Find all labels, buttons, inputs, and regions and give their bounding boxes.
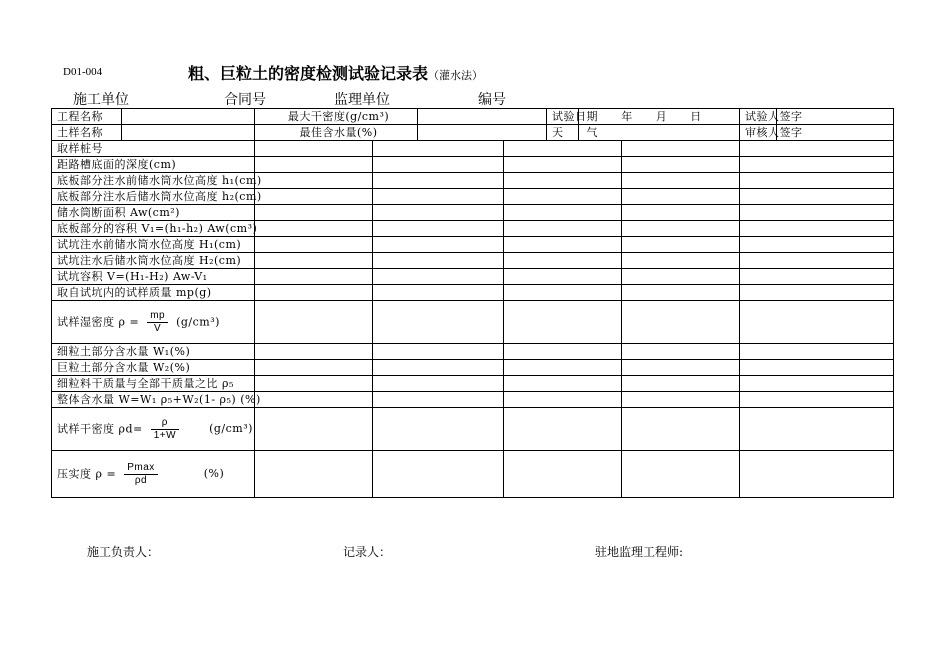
dry-density-text: 试样干密度 ρd=: [57, 422, 143, 435]
cell[interactable]: [740, 285, 894, 301]
row-label: 细粒土部分含水量 W₁(%): [52, 344, 255, 360]
cell[interactable]: [622, 173, 740, 189]
cell[interactable]: [740, 408, 894, 451]
cell[interactable]: [622, 451, 740, 498]
max-dry-density-value[interactable]: [418, 109, 547, 125]
cell[interactable]: [622, 301, 740, 344]
cell[interactable]: [255, 360, 373, 376]
cell[interactable]: [740, 253, 894, 269]
cell[interactable]: [622, 360, 740, 376]
construction-lead-sign: 施工负责人：: [87, 545, 160, 559]
cell[interactable]: [504, 237, 622, 253]
data-row: [52, 253, 894, 269]
info-row-1: [52, 109, 894, 125]
cell[interactable]: [255, 253, 373, 269]
cell[interactable]: [373, 253, 504, 269]
cell[interactable]: [504, 360, 622, 376]
cell[interactable]: [740, 189, 894, 205]
cell[interactable]: [622, 392, 740, 408]
cell[interactable]: [622, 221, 740, 237]
wet-density-fraction: [147, 310, 168, 335]
cell[interactable]: [622, 237, 740, 253]
cell[interactable]: [255, 237, 373, 253]
title-method: （灌水法）: [428, 69, 484, 82]
optimum-moisture-label: 最佳含水量(%): [255, 125, 418, 141]
data-row: [52, 221, 894, 237]
serial-no-blank[interactable]: [506, 94, 566, 109]
dry-density-fraction: [151, 417, 179, 442]
data-row: [52, 189, 894, 205]
cell[interactable]: [373, 237, 504, 253]
row-label: 距路槽底面的深度(cm): [52, 157, 255, 173]
cell[interactable]: [740, 376, 894, 392]
row-label: 巨粒土部分含水量 W₂(%): [52, 360, 255, 376]
cell[interactable]: [255, 269, 373, 285]
cell[interactable]: [504, 189, 622, 205]
dry-density-label: [52, 408, 255, 451]
data-row: [52, 237, 894, 253]
site-engineer-sign: 驻地监理工程师:: [595, 545, 684, 559]
cell[interactable]: [740, 392, 894, 408]
cell[interactable]: [504, 392, 622, 408]
row-label: 试坑容积 V=(H₁-H₂) Aw-V₁: [52, 269, 255, 285]
cell[interactable]: [373, 221, 504, 237]
cell[interactable]: [740, 157, 894, 173]
row-label: 底板部分注水后储水筒水位高度 h₂(cm): [52, 189, 255, 205]
record-table: [51, 108, 894, 498]
cell[interactable]: [740, 173, 894, 189]
cell[interactable]: [740, 141, 894, 157]
row-label: 底板部分注水前储水筒水位高度 h₁(cm): [52, 173, 255, 189]
wet-density-text: 试样湿密度 ρ =: [57, 315, 140, 328]
project-name-label: 工程名称: [52, 109, 122, 125]
project-name-value[interactable]: [122, 109, 255, 125]
cell[interactable]: [373, 344, 504, 360]
supervision-unit-label: 监理单位: [334, 92, 390, 108]
data-row: [52, 269, 894, 285]
cell[interactable]: [255, 301, 373, 344]
row-label: 底板部分的容积 V₁=(h₁-h₂) Aw(cm³): [52, 221, 255, 237]
cell[interactable]: [373, 189, 504, 205]
construction-unit-blank[interactable]: [129, 94, 215, 109]
fraction-denominator: ρd: [134, 474, 148, 486]
cell[interactable]: [373, 451, 504, 498]
fraction-numerator: ρ: [151, 417, 179, 430]
tester-sign-label: 试验人签字: [740, 109, 777, 125]
data-row: [52, 360, 894, 376]
compaction-fraction: [124, 462, 158, 487]
reviewer-sign-label: 审核人签字: [740, 125, 777, 141]
construction-unit-field: [73, 89, 215, 109]
cell[interactable]: [255, 189, 373, 205]
cell[interactable]: [373, 269, 504, 285]
serial-no-field: [478, 89, 566, 109]
wet-density-unit: (g/cm³): [176, 315, 220, 328]
cell[interactable]: [373, 392, 504, 408]
cell[interactable]: [740, 360, 894, 376]
weather-value[interactable]: [579, 125, 740, 141]
cell[interactable]: [504, 253, 622, 269]
cell[interactable]: [622, 269, 740, 285]
cell[interactable]: [504, 173, 622, 189]
data-row: [52, 141, 894, 157]
cell[interactable]: [740, 344, 894, 360]
cell[interactable]: [622, 141, 740, 157]
cell[interactable]: [255, 173, 373, 189]
cell[interactable]: [622, 253, 740, 269]
compaction-label: [52, 451, 255, 498]
cell[interactable]: [740, 221, 894, 237]
cell[interactable]: [740, 451, 894, 498]
supervision-unit-blank[interactable]: [390, 94, 470, 109]
cell[interactable]: [504, 301, 622, 344]
fraction-denominator: 1+W: [153, 429, 177, 441]
cell[interactable]: [622, 285, 740, 301]
cell[interactable]: [255, 141, 373, 157]
cell[interactable]: [740, 269, 894, 285]
data-row: [52, 376, 894, 392]
cell[interactable]: [255, 376, 373, 392]
cell[interactable]: [373, 285, 504, 301]
form-title: [188, 61, 483, 84]
cell[interactable]: [504, 205, 622, 221]
soil-name-value[interactable]: [122, 125, 255, 141]
max-dry-density-label: 最大干密度(g/cm³): [255, 109, 418, 125]
wet-density-label: [52, 301, 255, 344]
data-row: [52, 157, 894, 173]
data-row: [52, 392, 894, 408]
serial-no-label: 编号: [478, 92, 506, 108]
fraction-numerator: mp: [147, 310, 168, 323]
cell[interactable]: [622, 189, 740, 205]
cell[interactable]: [740, 205, 894, 221]
wet-density-row: [52, 301, 894, 344]
cell[interactable]: [740, 301, 894, 344]
form-code: D01-004: [63, 66, 103, 78]
cell[interactable]: [255, 344, 373, 360]
cell[interactable]: [373, 157, 504, 173]
test-date-label: 试验日期: [547, 109, 579, 125]
title-text: 粗、巨粒土的密度检测试验记录表: [188, 64, 429, 83]
cell[interactable]: [504, 451, 622, 498]
cell[interactable]: [255, 205, 373, 221]
row-label: 整体含水量 W=W₁ ρ₅+W₂(1- ρ₅) (%): [52, 392, 255, 408]
contract-no-label: 合同号: [224, 92, 266, 108]
cell[interactable]: [622, 408, 740, 451]
cell[interactable]: [740, 237, 894, 253]
weather-label: 天 气: [547, 125, 579, 141]
dry-density-unit: (g/cm³): [209, 422, 253, 435]
data-row: [52, 344, 894, 360]
row-label: 试坑注水前储水筒水位高度 H₁(cm): [52, 237, 255, 253]
fraction-denominator: V: [154, 322, 162, 334]
cell[interactable]: [373, 376, 504, 392]
cell[interactable]: [255, 451, 373, 498]
cell[interactable]: [504, 376, 622, 392]
cell[interactable]: [255, 157, 373, 173]
cell[interactable]: [504, 157, 622, 173]
data-row: [52, 205, 894, 221]
cell[interactable]: [504, 269, 622, 285]
info-row-2: [52, 125, 894, 141]
test-date-value[interactable]: 年 月 日: [579, 109, 740, 125]
soil-name-label: 土样名称: [52, 125, 122, 141]
cell[interactable]: [255, 285, 373, 301]
contract-no-field: [224, 89, 328, 109]
cell[interactable]: [255, 221, 373, 237]
cell[interactable]: [504, 285, 622, 301]
recorder-sign: 记录人：: [343, 545, 392, 559]
construction-unit-label: 施工单位: [73, 92, 129, 108]
row-label: 储水筒断面积 Aw(cm²): [52, 205, 255, 221]
row-label: 试坑注水后储水筒水位高度 H₂(cm): [52, 253, 255, 269]
cell[interactable]: [373, 301, 504, 344]
row-label: 取自试坑内的试样质量 mp(g): [52, 285, 255, 301]
supervision-unit-field: [334, 89, 470, 109]
cell[interactable]: [504, 408, 622, 451]
cell[interactable]: [373, 141, 504, 157]
data-row: [52, 173, 894, 189]
cell[interactable]: [622, 157, 740, 173]
cell[interactable]: [622, 376, 740, 392]
cell[interactable]: [504, 221, 622, 237]
dry-density-row: [52, 408, 894, 451]
compaction-text: 压实度 ρ =: [57, 467, 117, 480]
cell[interactable]: [504, 344, 622, 360]
row-label: 细粒料干质量与全部干质量之比 ρ₅: [52, 376, 255, 392]
cell[interactable]: [373, 173, 504, 189]
cell[interactable]: [622, 205, 740, 221]
cell[interactable]: [373, 408, 504, 451]
compaction-row: [52, 451, 894, 498]
data-row: [52, 285, 894, 301]
cell[interactable]: [622, 344, 740, 360]
compaction-unit: (%): [203, 467, 225, 480]
cell[interactable]: [373, 205, 504, 221]
optimum-moisture-value[interactable]: [418, 125, 547, 141]
cell[interactable]: [255, 392, 373, 408]
row-label: 取样桩号: [52, 141, 255, 157]
cell[interactable]: [255, 408, 373, 451]
cell[interactable]: [373, 360, 504, 376]
fraction-numerator: Pmax: [124, 462, 158, 475]
cell[interactable]: [504, 141, 622, 157]
contract-no-blank[interactable]: [266, 94, 328, 109]
